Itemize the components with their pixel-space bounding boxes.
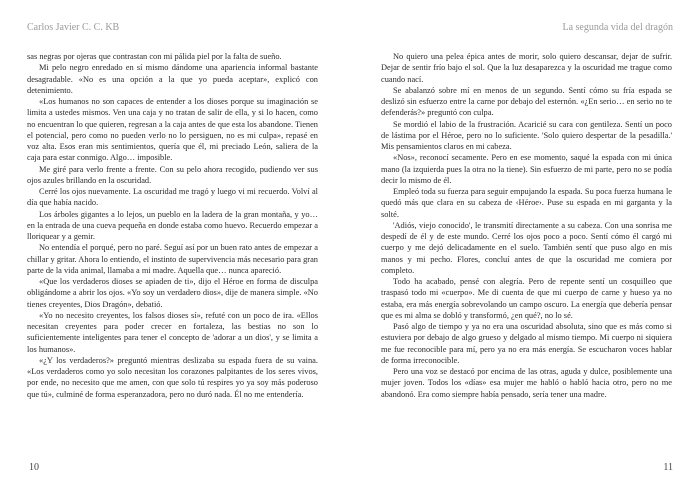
- paragraph: Empleó toda su fuerza para seguir empujando la espada. Su poca fuerza humana le quedó más que clara en su cabeza de ‹Héroe›. Puse su espada en mi garganta y la solté.: [381, 187, 672, 219]
- paragraph: «Nos», reconocí secamente. Pero en ese momento, saqué la espada con mi única mano (la izquierda pues la otra no la tiene). Sin esfuerzo de mi parte, pero no se podía decir lo mismo de él.: [381, 153, 672, 185]
- left-page-body: [27, 51, 318, 400]
- page-number-right: 11: [663, 462, 673, 473]
- running-head-title: La segunda vida del dragón: [562, 22, 673, 33]
- page-number-left: 10: [29, 462, 39, 473]
- paragraph: Los árboles gigantes a lo lejos, un pueblo en la ladera de la gran montaña, y yo… en la entrada de una cueva pequeña en donde estaba como huevo. Recuerdo empezar a lloriquear y a gemir.: [27, 209, 318, 241]
- paragraph: No entendía el porqué, pero no paré. Seguí así por un buen rato antes de empezar a chillar y gritar. Ahora lo entiendo, el instinto de supervivencia más necesario para gran parte de la vida animal, llamaba a mi madre. Aquella que… nunca apareció.: [27, 243, 318, 275]
- paragraph: Mi pelo negro enredado en sí mismo dándome una apariencia informal bastante desagradable. «No es una opción a la que yo pueda aceptar», explicó con detenimiento.: [27, 63, 318, 95]
- paragraph: Pero una voz se destacó por encima de las otras, aguda y dulce, posiblemente una mujer joven. Todos los «días» esa mujer me habló o habló hacia otro, pero no me abandonó. Era como siempre había pensado, sería tener una madre.: [381, 367, 672, 399]
- right-page-body: [381, 51, 672, 400]
- paragraph: Se mordió el labio de la frustración. Acaricié su cara con gentileza. Sentí un poco de lástima por el Héroe, pero no lo suficiente. 'Solo quiero despertar de la pesadilla.' Mis pensamientos claros en mi cabeza.: [381, 119, 672, 151]
- paragraph: Me giré para verlo frente a frente. Con su pelo ahora recogido, pudiendo ver sus ojos azules brillando en la oscuridad.: [27, 164, 318, 185]
- running-head-author: Carlos Javier C. C. KB: [27, 22, 120, 33]
- paragraph: «¿Y los verdaderos?» preguntó mientras deslizaba su espada fuera de su vaina. «Los verdaderos como yo solo necesitan los corazones palpitantes de los seres vivos, por ende, no necesito que me amen, con que solo tú respires yo ya soy más poderoso que tú», culminé de forma esperanzadora, pero no duró nada. Él no me entendería.: [27, 355, 318, 399]
- paragraph: Pasó algo de tiempo y ya no era una oscuridad absoluta, sino que es más como si estuviera por debajo de algo grueso y delgado al mismo tiempo. Mi cuerpo ni siquiera me fue reconocible para mí, pero ya no era más energía. Se escucharon voces hablar de forma irreconocible.: [381, 322, 672, 365]
- paragraph: No quiero una pelea épica antes de morir, solo quiero descansar, dejar de sufrir. Dejar de sentir frío bajo el sol. Que la luz desaparezca y la oscuridad me trague como cuando nací.: [381, 52, 672, 84]
- paragraph: «Que los verdaderos dioses se apiaden de ti», dijo el Héroe en forma de disculpa obligándome a abrir los ojos. «Yo soy un verdadero dios», dije de manera simple. «No tienes creyentes, Dios Dragón», debatió.: [27, 277, 318, 309]
- paragraph: 'Adiós, viejo conocido', le transmití directamente a su cabeza. Con una sonrisa me despedí de él y de este mundo. Cerré los ojos poco a poco. Sentí cómo él cargó mi cuerpo y me dejó delicadamente en el suelo. También sentí que puso algo en mis manos y mi pecho. Flores, concluí antes de que la oscuridad me comiera por completo.: [381, 220, 672, 275]
- paragraph: Todo ha acabado, pensé con alegría. Pero de repente sentí un cosquilleo que traspasó todo mi «cuerpo». Me di cuenta de que mi cuerpo de carne y hueso ya no estaba, era más energía sobrevolando un campo oscuro. La energía que debería pensar que es mi alma se dobló y transformó, ¿en qué?, no lo sé.: [381, 277, 672, 320]
- paragraph: «Los humanos no son capaces de entender a los dioses porque su imaginación se limita a ustedes mismos. Ven una caja y no tratan de salir de ella, y si lo hacen, como no encuentran lo que quieren, regresan a la caja antes de que esta los abandone. Tienen el potencial, pero como no pueden verlo no lo persiguen, no es mi culpa», repasé en voz alta. Esos eran mis sentimientos, quería que él, mi preciado León, saliera de la caja para estar conmigo. Algo… imposible.: [27, 97, 318, 163]
- paragraph: Se abalanzó sobre mí en menos de un segundo. Sentí cómo su fría espada se deslizó sin esfuerzo entre la carne por debajo del esternón. «¿En serio… en serio no te defenderás?» preguntó con culpa.: [381, 85, 672, 118]
- paragraph: «Yo no necesito creyentes, los falsos dioses sí», refuté con un poco de ira. «Ellos necesitan creyentes para poder crecer en fortaleza, las bestias no son lo suficientemente inteligentes para tener el concepto de 'adorar a un dios', y se limita a los humanos».: [27, 310, 318, 354]
- paragraph: Cerré los ojos nuevamente. La oscuridad me tragó y luego vi mi recuerdo. Volví al día que había nacido.: [27, 187, 318, 208]
- paragraph: sas negras por ojeras que contrastan con mi pálida piel por la falta de sueño.: [27, 52, 282, 61]
- right-page: [350, 0, 700, 500]
